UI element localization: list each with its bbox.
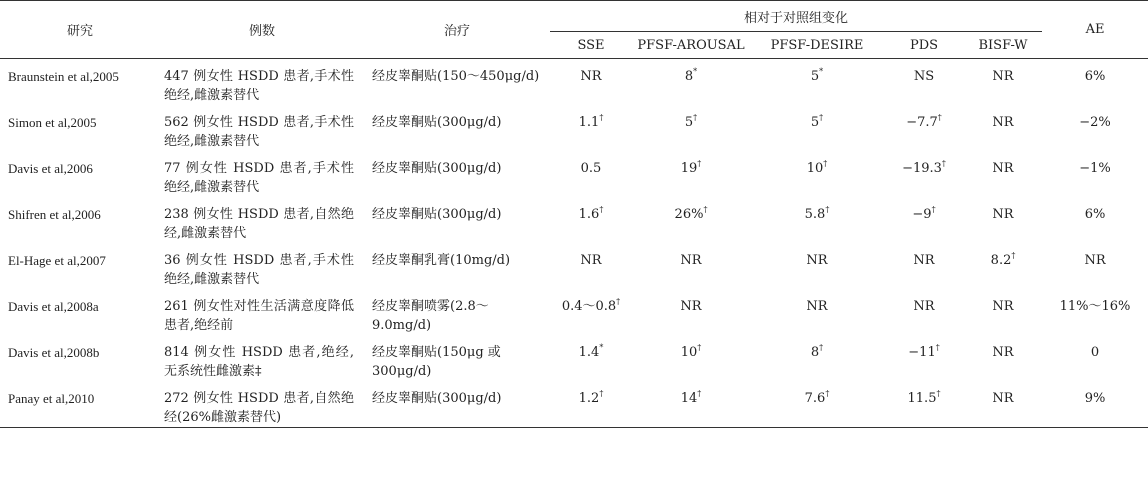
bisf-value: NR [992, 299, 1014, 314]
treatment-cell: 经皮睾酮贴(300μg/d) [372, 391, 502, 406]
desire-cell [750, 59, 884, 106]
study-cell: Simon et al,2005 [8, 115, 97, 130]
treatment-cell: 经皮睾酮贴(150μg 或300μg/d) [372, 345, 501, 379]
bisf-value: 8.2 [990, 253, 1012, 268]
sse-cell [550, 381, 632, 428]
arousal-cell [632, 59, 750, 106]
arousal-value: 19 [680, 161, 698, 176]
bisf-cell [964, 151, 1042, 197]
sample-cell: 36 例女性 HSDD 患者,手术性绝经,雌激素替代 [164, 253, 354, 287]
arousal-cell [632, 289, 750, 335]
header-ae: AE [1085, 22, 1105, 37]
sse-cell [550, 197, 632, 243]
pds-mark: † [931, 205, 936, 214]
arousal-mark: † [697, 343, 702, 352]
pds-cell [884, 59, 964, 106]
table-row [0, 243, 1148, 289]
sse-cell [550, 289, 632, 335]
desire-cell [750, 289, 884, 335]
arousal-cell [632, 197, 750, 243]
pds-value: −9 [912, 207, 932, 222]
desire-cell [750, 243, 884, 289]
table-row [0, 381, 1148, 428]
sse-mark: † [599, 205, 604, 214]
desire-cell [750, 381, 884, 428]
header-pds: PDS [909, 37, 939, 53]
table-row [0, 197, 1148, 243]
desire-value: 10 [806, 161, 824, 176]
sse-mark: † [599, 113, 604, 122]
arousal-value: 14 [680, 391, 698, 406]
header-study: 研究 [66, 24, 93, 39]
sse-mark: * [599, 343, 604, 352]
arousal-cell [632, 151, 750, 197]
arousal-mark: † [693, 113, 698, 122]
arousal-cell [632, 381, 750, 428]
header-sse: SSE [577, 37, 605, 53]
header-group-change: 相对于对照组变化 [550, 1, 1042, 32]
sse-value: 1.6 [578, 207, 600, 222]
desire-mark: † [819, 343, 824, 352]
table-body [0, 59, 1148, 428]
ae-cell: 0 [1090, 345, 1100, 360]
header-pfsf-desire: PFSF-DESIRE [770, 37, 864, 53]
desire-cell [750, 151, 884, 197]
sse-cell [550, 105, 632, 151]
pds-cell [884, 105, 964, 151]
pds-mark: † [936, 389, 941, 398]
desire-cell [750, 335, 884, 381]
ae-cell: 9% [1084, 391, 1106, 406]
sse-value: 1.1 [578, 115, 600, 130]
sse-value: 1.2 [578, 391, 600, 406]
desire-value: NR [806, 253, 828, 268]
pds-cell [884, 243, 964, 289]
table-row [0, 59, 1148, 106]
header-n: 例数 [248, 24, 275, 39]
desire-mark: † [823, 159, 828, 168]
study-cell: Braunstein et al,2005 [8, 69, 119, 84]
sse-cell [550, 243, 632, 289]
treatment-cell: 经皮睾酮贴(300μg/d) [372, 161, 502, 176]
arousal-mark: † [703, 205, 708, 214]
treatment-cell: 经皮睾酮喷雾(2.8～9.0mg/d) [372, 299, 489, 333]
pds-cell [884, 289, 964, 335]
bisf-cell [964, 335, 1042, 381]
sample-cell: 272 例女性 HSDD 患者,自然绝经(26%雌激素替代) [164, 391, 354, 425]
table-row [0, 105, 1148, 151]
arousal-value: 26% [674, 207, 704, 222]
sse-value: NR [580, 253, 602, 268]
ae-cell: 6% [1084, 69, 1106, 84]
sse-cell [550, 59, 632, 106]
sse-cell [550, 151, 632, 197]
study-cell: Panay et al,2010 [8, 391, 95, 406]
pds-cell [884, 197, 964, 243]
treatment-cell: 经皮睾酮贴(300μg/d) [372, 207, 502, 222]
sse-mark: † [599, 389, 604, 398]
pds-mark: † [935, 343, 940, 352]
pds-value: 11.5 [907, 391, 937, 406]
pds-cell [884, 381, 964, 428]
sample-cell: 238 例女性 HSDD 患者,自然绝经,雌激素替代 [164, 207, 354, 241]
desire-mark: † [825, 389, 830, 398]
table-row [0, 335, 1148, 381]
desire-value: 8 [810, 345, 820, 360]
bisf-value: NR [992, 345, 1014, 360]
sse-mark: † [616, 297, 621, 306]
sse-value: NR [580, 69, 602, 84]
pds-value: −7.7 [906, 115, 938, 130]
bisf-cell [964, 289, 1042, 335]
arousal-mark: † [697, 159, 702, 168]
arousal-value: NR [680, 253, 702, 268]
bisf-cell [964, 197, 1042, 243]
bisf-value: NR [992, 161, 1014, 176]
bisf-cell [964, 59, 1042, 106]
header-treatment: 治疗 [443, 24, 470, 39]
arousal-value: 5 [684, 115, 694, 130]
sse-value: 0.4～0.8 [561, 299, 617, 314]
desire-value: NR [806, 299, 828, 314]
arousal-mark: † [697, 389, 702, 398]
study-cell: El-Hage et al,2007 [8, 253, 106, 268]
study-cell: Shifren et al,2006 [8, 207, 101, 222]
desire-cell [750, 105, 884, 151]
pds-mark: † [941, 159, 946, 168]
study-cell: Davis et al,2006 [8, 161, 93, 176]
sample-cell: 77 例女性 HSDD 患者,手术性绝经,雌激素替代 [164, 161, 354, 195]
desire-value: 5 [810, 69, 820, 84]
pds-value: −11 [908, 345, 936, 360]
ae-cell: 6% [1084, 207, 1106, 222]
bisf-cell [964, 105, 1042, 151]
arousal-cell [632, 335, 750, 381]
sse-value: 1.4 [578, 345, 600, 360]
table-row [0, 151, 1148, 197]
arousal-mark: * [693, 67, 698, 76]
study-cell: Davis et al,2008b [8, 345, 100, 360]
ae-cell: NR [1084, 253, 1106, 268]
study-cell: Davis et al,2008a [8, 299, 99, 314]
desire-value: 7.6 [804, 391, 826, 406]
pds-value: NS [913, 69, 935, 84]
pds-cell [884, 335, 964, 381]
pds-cell [884, 151, 964, 197]
arousal-cell [632, 105, 750, 151]
treatment-cell: 经皮睾酮贴(300μg/d) [372, 115, 502, 130]
bisf-cell [964, 381, 1042, 428]
arousal-value: 10 [680, 345, 698, 360]
desire-value: 5.8 [804, 207, 826, 222]
pds-mark: † [937, 113, 942, 122]
pds-value: NR [913, 299, 935, 314]
header-pfsf-arousal: PFSF-AROUSAL [637, 37, 745, 53]
sse-value: 0.5 [580, 161, 602, 176]
ae-cell: −1% [1079, 161, 1111, 176]
bisf-value: NR [992, 207, 1014, 222]
sample-cell: 562 例女性 HSDD 患者,手术性绝经,雌激素替代 [164, 115, 354, 149]
arousal-value: NR [680, 299, 702, 314]
ae-cell: −2% [1079, 115, 1111, 130]
desire-mark: * [819, 67, 824, 76]
table-row [0, 289, 1148, 335]
table-header [0, 1, 1148, 59]
bisf-value: NR [992, 391, 1014, 406]
treatment-cell: 经皮睾酮乳膏(10mg/d) [372, 253, 511, 268]
treatment-cell: 经皮睾酮贴(150～450μg/d) [372, 69, 540, 84]
bisf-value: NR [992, 115, 1014, 130]
pds-value: NR [913, 253, 935, 268]
pds-value: −19.3 [902, 161, 942, 176]
desire-mark: † [819, 113, 824, 122]
arousal-value: 8 [684, 69, 694, 84]
bisf-value: NR [992, 69, 1014, 84]
sample-cell: 447 例女性 HSDD 患者,手术性绝经,雌激素替代 [164, 69, 354, 103]
desire-value: 5 [810, 115, 820, 130]
bisf-cell [964, 243, 1042, 289]
ae-cell: 11%～16% [1059, 299, 1131, 314]
bisf-mark: † [1011, 251, 1016, 260]
sample-cell: 814 例女性 HSDD 患者,绝经,无系统性雌激素‡ [164, 345, 354, 379]
desire-mark: † [825, 205, 830, 214]
desire-cell [750, 197, 884, 243]
arousal-cell [632, 243, 750, 289]
header-bisf-w: BISF-W [978, 37, 1028, 53]
sample-cell: 261 例女性对性生活满意度降低患者,绝经前 [164, 299, 354, 333]
sse-cell [550, 335, 632, 381]
